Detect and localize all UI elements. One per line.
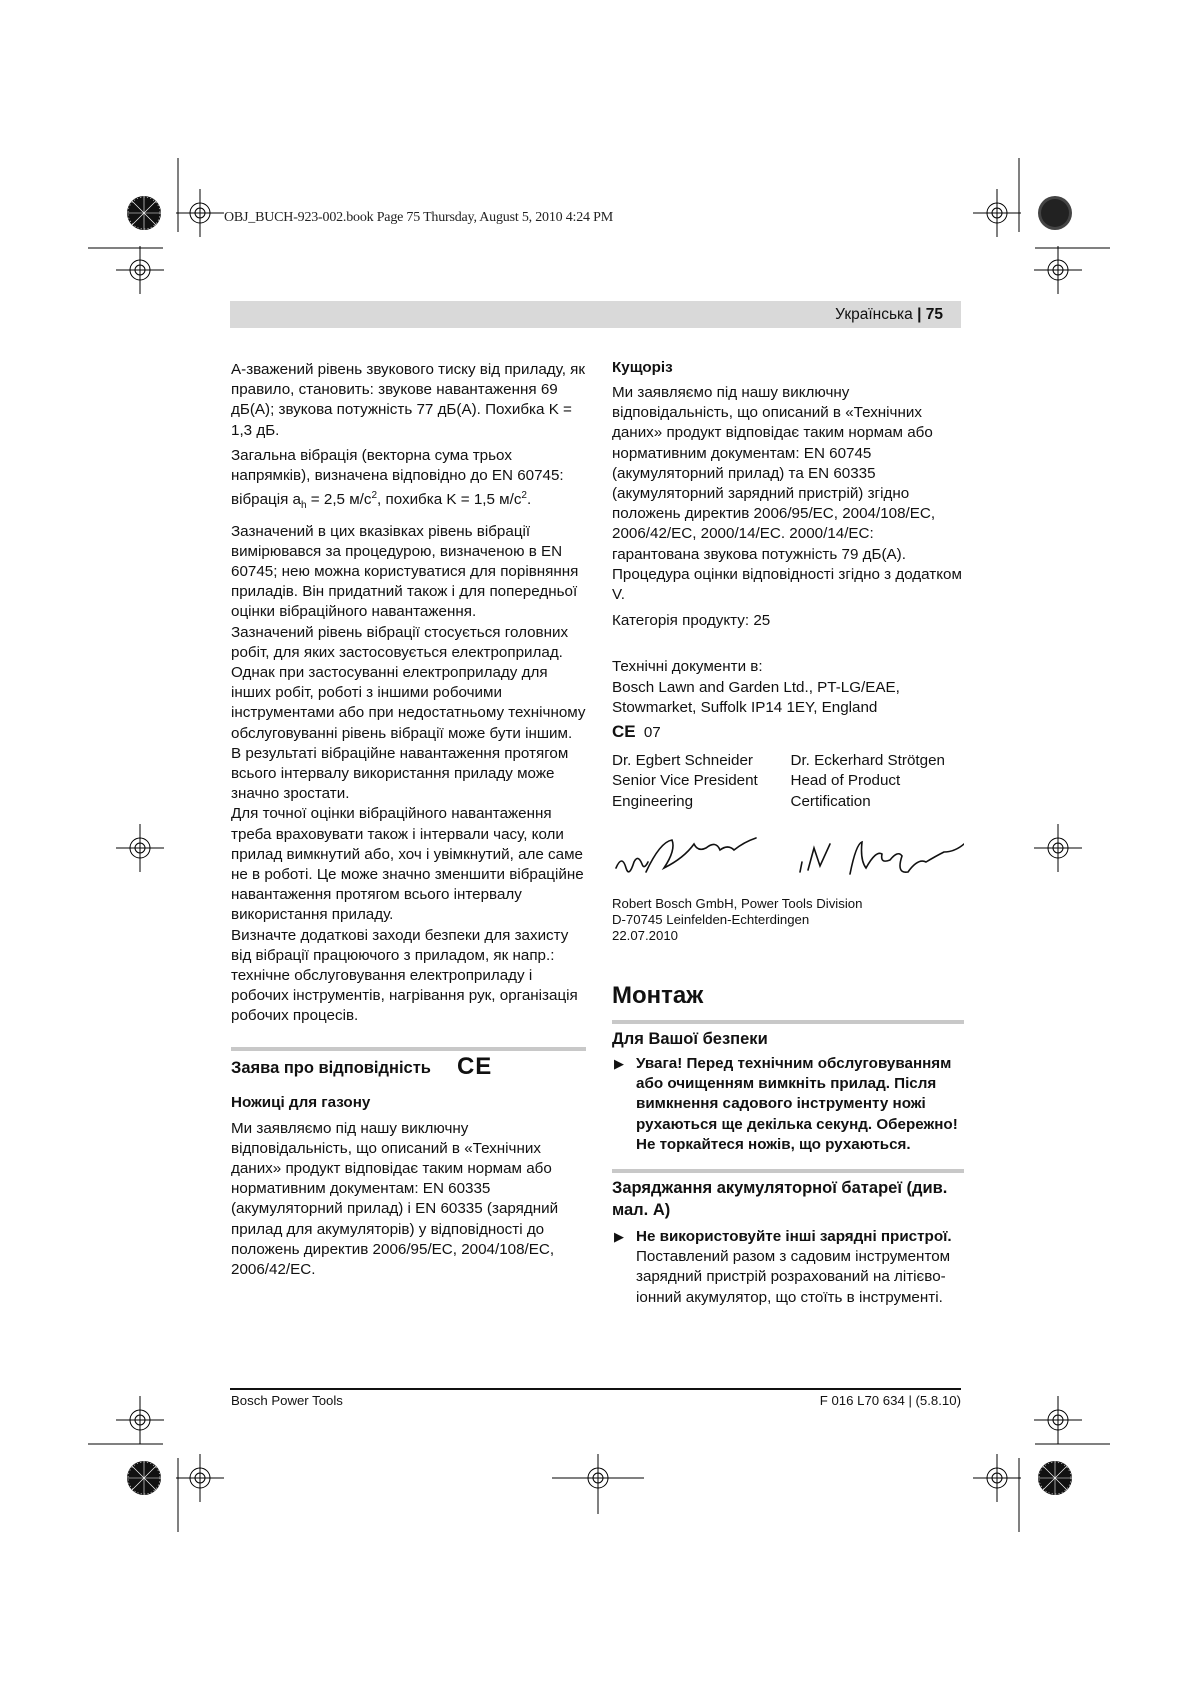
- signatory-2: Dr. Eckerhard Strötgen Head of Product Certification: [790, 752, 945, 810]
- hedge-heading: Кущоріз: [612, 359, 673, 376]
- section-rule: [612, 1020, 964, 1024]
- paragraph-vibration-measures: Визначте додаткові заходи безпеки для захисту від вібрації працюючого з приладом, як напр.: технічне обслуговування електроприладу і робочих інструментів, нагрівання рук, організація робочих процесів.: [231, 926, 578, 1025]
- company-address: D-70745 Leinfelden-Echterdingen: [612, 911, 810, 927]
- signatory-1: Dr. Egbert Schneider Senior Vice President Engineering: [612, 752, 758, 810]
- crosshair-icon: [116, 1396, 164, 1444]
- crosshair-icon: [973, 1454, 1021, 1502]
- safety-warning: ▶ Увага! Перед технічним обслуговуванням або очищенням вимкніть прилад. Після вимкнення садового інструменту ножі рухаються ще декілька секунд. Обережно! Не торкайтеся ножів, що рухаються.: [614, 1055, 958, 1153]
- ce-year: 07: [643, 724, 661, 742]
- ce-mark-icon: CE: [456, 1053, 493, 1081]
- montage-heading: Монтаж: [612, 981, 704, 1009]
- paragraph-vibration-main: Зазначений рівень вібрації стосується головних робіт, для яких застосовується електроприлад. Однак при застосуванні електроприладу для інших робіт, роботі з іншими робочими інструментами або при недостатньому технічному обслуговуванні рівень вібрації може бути іншим. В результаті вібраційне навантаження протягом всього інтервалу використання приладу може значно зростати.: [231, 623, 586, 803]
- signature-2-stroke: [850, 838, 964, 874]
- page-header: [835, 306, 943, 324]
- charging-heading: Заряджання акумуляторної батареї (див. мал. A): [612, 1179, 948, 1220]
- paragraph-noise: A-зважений рівень звукового тиску від приладу, як правило, становить: звукове навантаження 69 дБ(A); звукова потужність 77 дБ(A). Похибка K = 1,3 дБ.: [231, 361, 586, 439]
- paragraph-vibration-estimate: Для точної оцінки вібраційного навантаження треба враховувати також і інтервали часу, коли прилад вимкнутий або, хоч і увімкнутий, але саме не в роботі. Це може значно зменшити вібраційне навантаження протягом всього інтервалу використання приладу.: [231, 805, 584, 924]
- safety-heading: Для Вашої безпеки: [612, 1030, 768, 1049]
- signature-1-stroke: [646, 838, 756, 872]
- tech-docs-label: Технічні документи в:: [612, 658, 763, 676]
- page-header-bar: [230, 301, 961, 328]
- crosshair-icon: [116, 824, 164, 872]
- footer-publisher: Bosch Power Tools: [231, 1393, 343, 1408]
- conformity-heading: Заява про відповідність: [231, 1058, 431, 1077]
- crosshair-icon: [116, 246, 164, 294]
- shears-heading: Ножиці для газону: [231, 1093, 371, 1111]
- crosshair-icon: [176, 1454, 224, 1502]
- product-category: Категорія продукту: 25: [612, 612, 771, 630]
- conformity-heading-row: [231, 1053, 586, 1081]
- tech-docs-address: Bosch Lawn and Garden Ltd., PT-LG/EAE, Stowmarket, Suffolk IP14 1EY, England: [612, 678, 900, 716]
- footer-doc-number: F 016 L70 634 | (5.8.10): [819, 1393, 961, 1408]
- crosshair-icon: [1034, 1396, 1082, 1444]
- signature-1-stroke: [616, 858, 648, 871]
- registration-wheel-icon: [127, 1461, 161, 1495]
- ce-mark-row: [612, 722, 964, 743]
- shears-declaration: Ми заявляємо під нашу виключну відповідальність, що описаний в «Технічних даних» продукт відповідає таким нормам або нормативним документам: EN 60335 (акумуляторний прилад) і EN 60335 (зарядний прилад для акумуляторів) у відповідності до положень директив 2006/95/EC, 2004/108/EC, 2006/42/EC.: [231, 1119, 559, 1279]
- signatories: [612, 751, 964, 812]
- registration-wheel-icon: [127, 196, 161, 230]
- crosshair-icon: [1034, 246, 1082, 294]
- page-number: 75: [925, 306, 943, 323]
- paragraph-vibration-total: Загальна вібрація (векторна сума трьох напрямків), визначена відповідно до EN 60745: вібрація $a_h = 2,5$ $м/с^2$, похибка K = 1,5 $м/с^2$.: [231, 446, 564, 512]
- header-language: Українська: [835, 306, 913, 323]
- section-rule: [612, 1169, 964, 1173]
- print-slug: OBJ_BUCH-923-002.book Page 75 Thursday, August 5, 2010 4:24 PM: [224, 210, 613, 225]
- crosshair-icon: [1034, 824, 1082, 872]
- signature-2-stroke: [800, 844, 830, 872]
- section-rule: [231, 1047, 586, 1051]
- registration-wheel-icon: [1038, 196, 1072, 230]
- left-column: [231, 360, 586, 1285]
- hedge-declaration: Ми заявляємо під нашу виключну відповідальність, що описаний в «Технічних даних» продукт відповідає таким нормам або нормативним документам: EN 60745 (акумуляторний прилад) та EN 60335 (акумуляторний зарядний пристрій) згідно положень директив 2006/95/EC, 2004/108/EC, 2006/42/EC, 2000/14/EC. 2000/14/EC: гарантована звукова потужність 79 дБ(A). Процедура оцінки відповідності згідно з додатком V.: [612, 384, 962, 604]
- registration-wheel-icon: [1038, 1461, 1072, 1495]
- crosshair-icon: [176, 189, 224, 237]
- bullet-triangle-icon: ▶: [614, 1229, 624, 1245]
- right-column: [612, 358, 964, 1308]
- paragraph-vibration-procedure: Зазначений в цих вказівках рівень вібрації вимірювався за процедурою, визначеною в EN 60745; нею можна користуватися для порівняння приладів. Він придатний також і для попередньої оцінки вібраційного навантаження.: [231, 522, 579, 621]
- header-separator: |: [917, 306, 922, 323]
- crosshair-icon: [973, 189, 1021, 237]
- charging-instruction: ▶ Не використовуйте інші зарядні пристрої. Поставлений разом з садовим інструментом зарядний пристрій розрахований на літієво-іонний акумулятор, що стоїть в інструменті.: [614, 1228, 952, 1306]
- bullet-triangle-icon: ▶: [614, 1056, 624, 1072]
- signatures-image: [612, 822, 964, 894]
- company-name: Robert Bosch GmbH, Power Tools Division: [612, 895, 863, 911]
- footer-rule: [230, 1388, 961, 1390]
- ce-mark-icon: CE: [612, 722, 636, 742]
- declaration-date: 22.07.2010: [612, 927, 679, 943]
